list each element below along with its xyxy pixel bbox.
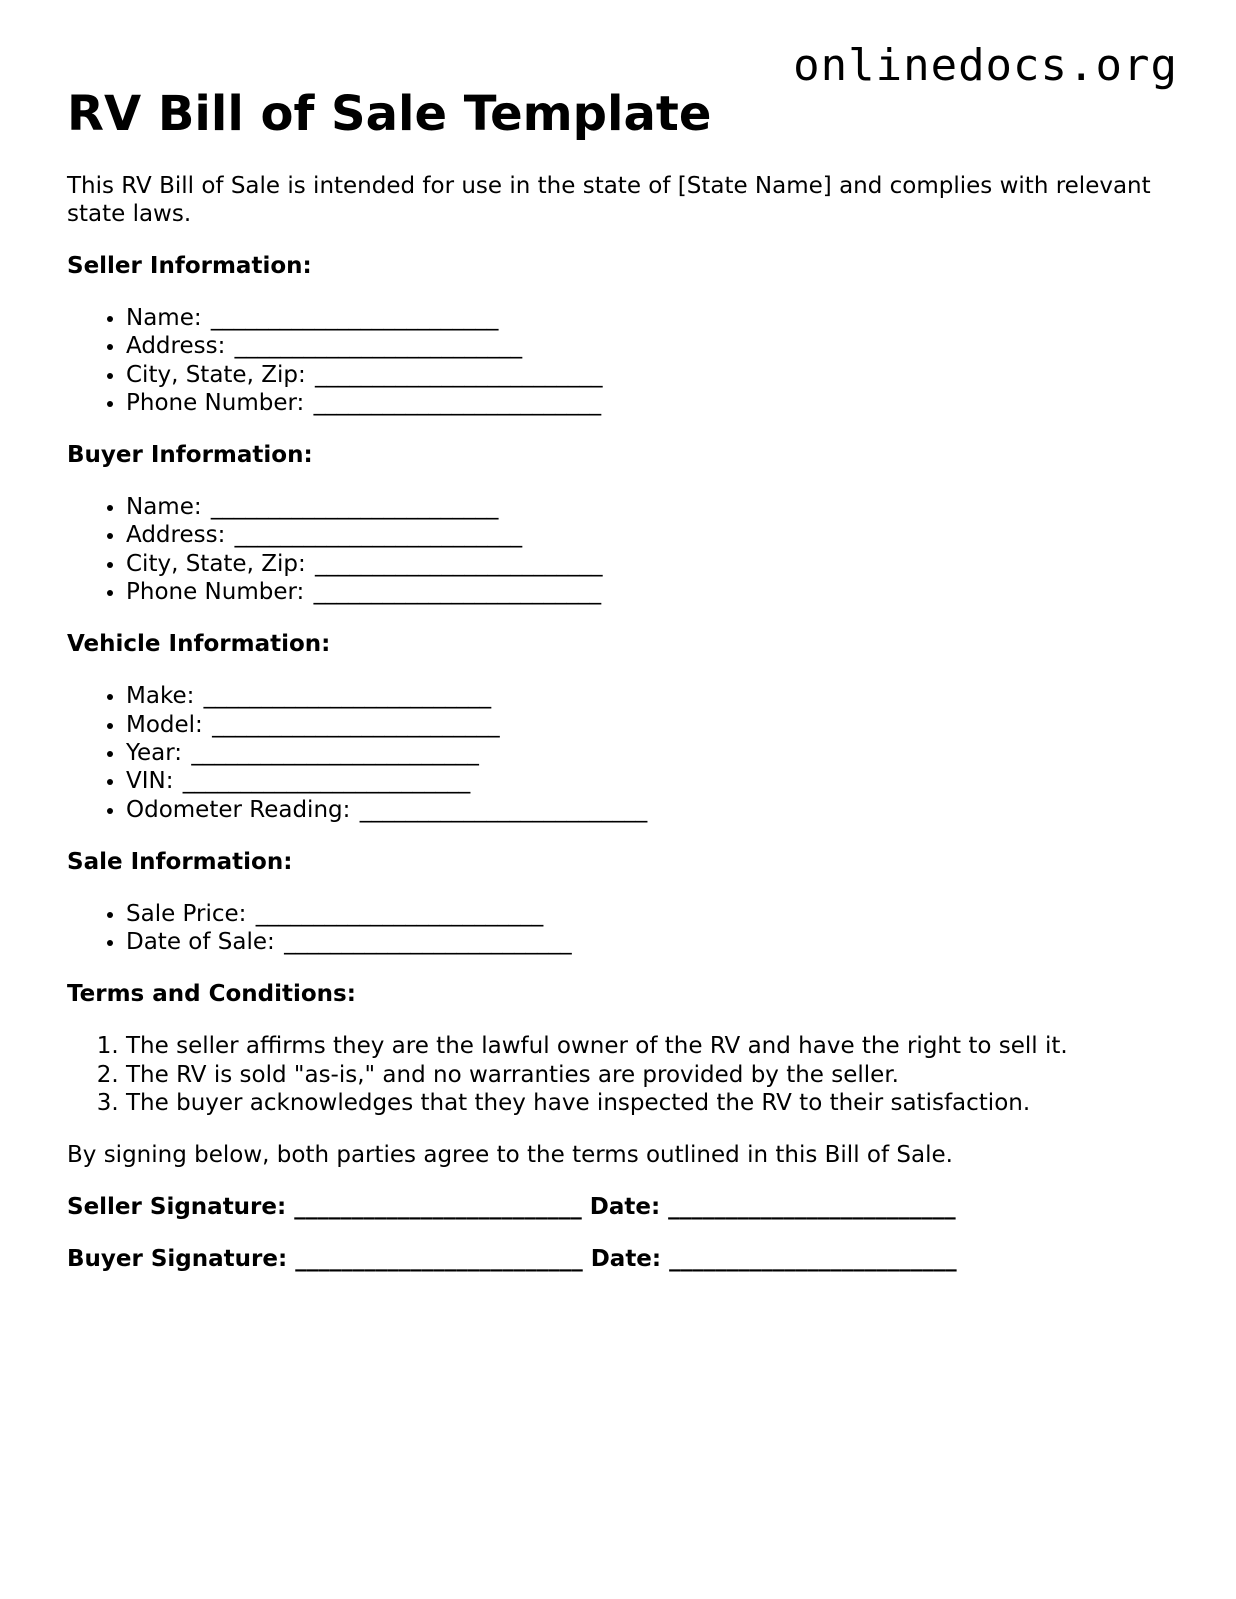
- blank-line: _________________________: [191, 739, 479, 766]
- watermark-logo: onlinedocs.org: [793, 40, 1178, 91]
- field-label: Sale Price:: [126, 900, 247, 927]
- blank-line: _________________________: [210, 494, 499, 521]
- blank-line: _________________________: [212, 711, 500, 738]
- field-label: VIN:: [126, 768, 174, 795]
- seller-heading: Seller Information:: [67, 253, 312, 279]
- terms-heading: Terms and Conditions:: [67, 981, 356, 1008]
- list-item: [126, 682, 1177, 710]
- list-item: [126, 493, 1177, 521]
- buyer-signature-label: Buyer Signature:: [67, 1246, 288, 1273]
- sale-heading: Sale Information:: [67, 848, 293, 875]
- date-label: Date:: [590, 1246, 662, 1273]
- document: [67, 84, 1177, 1273]
- list-item: [126, 928, 1177, 956]
- buyer-heading: Buyer Information:: [67, 442, 313, 469]
- closing-text: By signing below, both parties agree to the terms outlined in this Bill of Sale.: [67, 1142, 953, 1169]
- seller-fields: [67, 304, 1177, 417]
- field-label: Year:: [126, 739, 183, 766]
- blank-line: _________________________: [313, 389, 602, 416]
- page-title: RV Bill of Sale Template: [67, 86, 712, 142]
- blank-line: _________________________: [284, 929, 572, 956]
- field-label: Odometer Reading:: [126, 796, 351, 823]
- buyer-signature-row: [67, 1245, 1177, 1273]
- list-item: [126, 361, 1177, 389]
- field-label: City, State, Zip:: [126, 550, 306, 577]
- blank-line: _________________________: [315, 550, 603, 577]
- blank-line: _________________________: [295, 1246, 583, 1273]
- blank-line: _________________________: [668, 1194, 956, 1221]
- list-item: [126, 332, 1177, 360]
- sale-fields: [67, 900, 1177, 957]
- vehicle-fields: [67, 682, 1177, 823]
- seller-signature-label: Seller Signature:: [67, 1194, 287, 1221]
- list-item: [126, 900, 1177, 928]
- blank-line: _________________________: [234, 522, 523, 549]
- list-item: [126, 389, 1177, 417]
- blank-line: _________________________: [182, 768, 471, 795]
- field-label: Model:: [126, 711, 203, 738]
- blank-line: _________________________: [359, 796, 648, 823]
- blank-line: _________________________: [669, 1246, 957, 1273]
- intro-text: This RV Bill of Sale is intended for use in the state of [State Name] and complies with relevant state laws.: [67, 173, 1151, 227]
- list-item: [126, 767, 1177, 795]
- list-item: [126, 304, 1177, 332]
- blank-line: _________________________: [313, 579, 602, 606]
- list-item: [126, 550, 1177, 578]
- list-item: [126, 739, 1177, 767]
- blank-line: _________________________: [315, 361, 603, 388]
- blank-line: _________________________: [234, 333, 523, 360]
- list-item: [126, 711, 1177, 739]
- seller-signature-row: [67, 1193, 1177, 1221]
- vehicle-heading: Vehicle Information:: [67, 631, 331, 658]
- field-label: Date of Sale:: [126, 929, 275, 956]
- field-label: Address:: [126, 333, 226, 360]
- field-label: Name:: [126, 494, 202, 521]
- field-label: Make:: [126, 683, 195, 710]
- blank-line: _________________________: [294, 1194, 582, 1221]
- terms-list: [67, 1032, 1177, 1117]
- blank-line: _________________________: [210, 305, 499, 331]
- list-item: [126, 796, 1177, 824]
- date-label: Date:: [589, 1194, 661, 1221]
- list-item: [126, 521, 1177, 549]
- field-label: Phone Number:: [126, 579, 305, 606]
- blank-line: _________________________: [203, 683, 492, 710]
- blank-line: _________________________: [255, 900, 544, 927]
- list-item: [126, 578, 1177, 606]
- list-item: 2. The RV is sold "as-is," and no warranties are provided by the seller.: [126, 1061, 1177, 1089]
- list-item: 1. The seller affirms they are the lawful owner of the RV and have the right to sell it.: [126, 1032, 1177, 1060]
- field-label: Phone Number:: [126, 389, 305, 416]
- list-item: 3. The buyer acknowledges that they have inspected the RV to their satisfaction.: [126, 1089, 1177, 1117]
- buyer-fields: [67, 493, 1177, 606]
- field-label: City, State, Zip:: [126, 361, 306, 388]
- field-label: Address:: [126, 522, 226, 549]
- field-label: Name:: [126, 305, 202, 331]
